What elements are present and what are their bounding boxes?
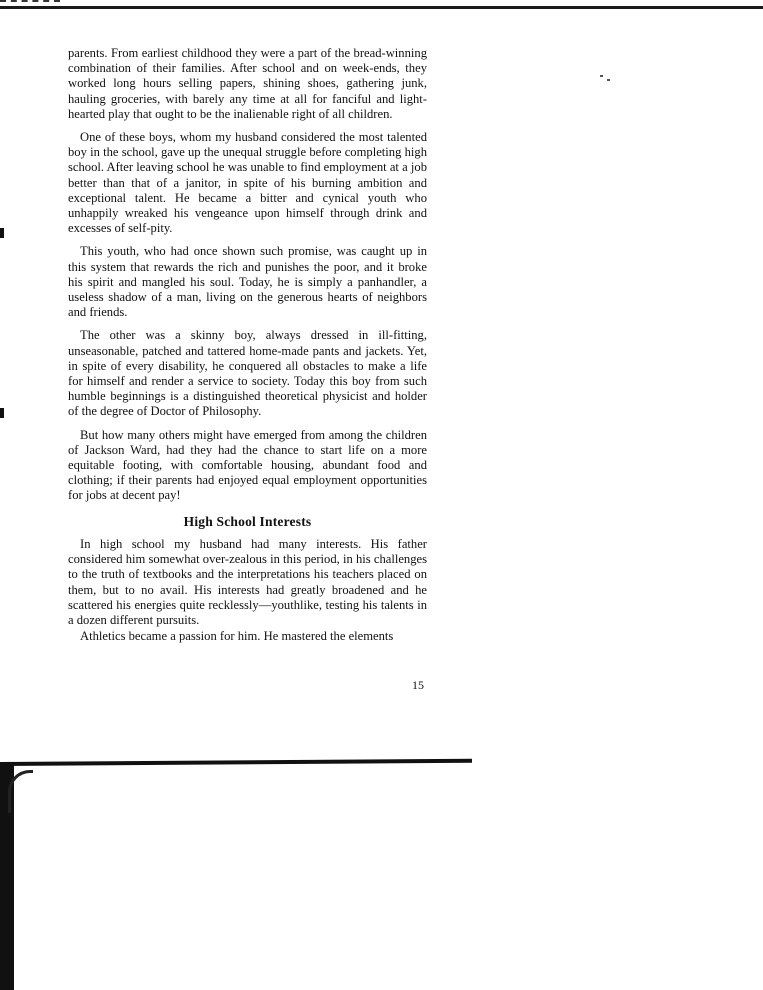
scan-bottom-border (0, 759, 472, 766)
paragraph-2: One of these boys, whom my husband considered the most talented boy in the school, gave up the unequal struggle before completing high school. After leaving school he was unable to find employment at a job better than that of a janitor, in spite of his burning ambition and exceptional talent. He became a bitter and cynical youth who unhappily wreaked his vengeance upon himself through drink and excesses of self-pity. (68, 130, 427, 236)
scan-left-mark (0, 228, 4, 238)
scan-top-border (0, 6, 763, 9)
paragraph-1: parents. From earliest childhood they were a part of the bread-winning combination of their families. After school and on week-ends, they worked long hours selling papers, shining shoes, gathering junk, hauling groceries, with barely any time at all for fanciful and light-hearted play that ought to be the inalienable right of all children. (68, 46, 427, 121)
paragraph-4: The other was a skinny boy, always dressed in ill-fitting, unseasonable, patched and tattered home-made pants and jackets. Yet, in spite of every disability, he conquered all obstacles to make a life for himself and render a service to society. Today this boy from such humble beginnings is a distinguished theoretical physicist and holder of the degree of Doctor of Philosophy. (68, 328, 427, 419)
scan-left-mark (0, 408, 4, 418)
scan-speck (607, 79, 610, 81)
scan-speck (600, 75, 603, 77)
scan-top-dashes (0, 0, 60, 4)
paragraph-7: Athletics became a passion for him. He mastered the elements (80, 629, 394, 644)
page-number: 15 (412, 678, 424, 692)
page-body (68, 46, 427, 652)
paragraph-6: In high school my husband had many interests. His father considered him somewhat over-zealous in this period, in his challenges to the truth of textbooks and the interpretations his teachers placed on them, but to no avail. His interests had greatly broadened and he scattered his energies quite recklessly—youthlike, testing his talents in a dozen different pursuits. (68, 536, 427, 627)
section-heading: High School Interests (183, 513, 312, 529)
paragraph-5: But how many others might have emerged from among the children of Jackson Ward, had they had the chance to start life on a more equitable footing, with comfortable housing, abundant food and clothing; if their parents had enjoyed equal employment opportunities for jobs at decent pay! (68, 427, 427, 503)
paragraph-3: This youth, who had once shown such promise, was caught up in this system that rewards the rich and punishes the poor, and it broke his spirit and mangled his soul. Today, he is simply a panhandler, a useless shadow of a man, living on the generous hearts of neighbors and friends. (68, 244, 427, 320)
